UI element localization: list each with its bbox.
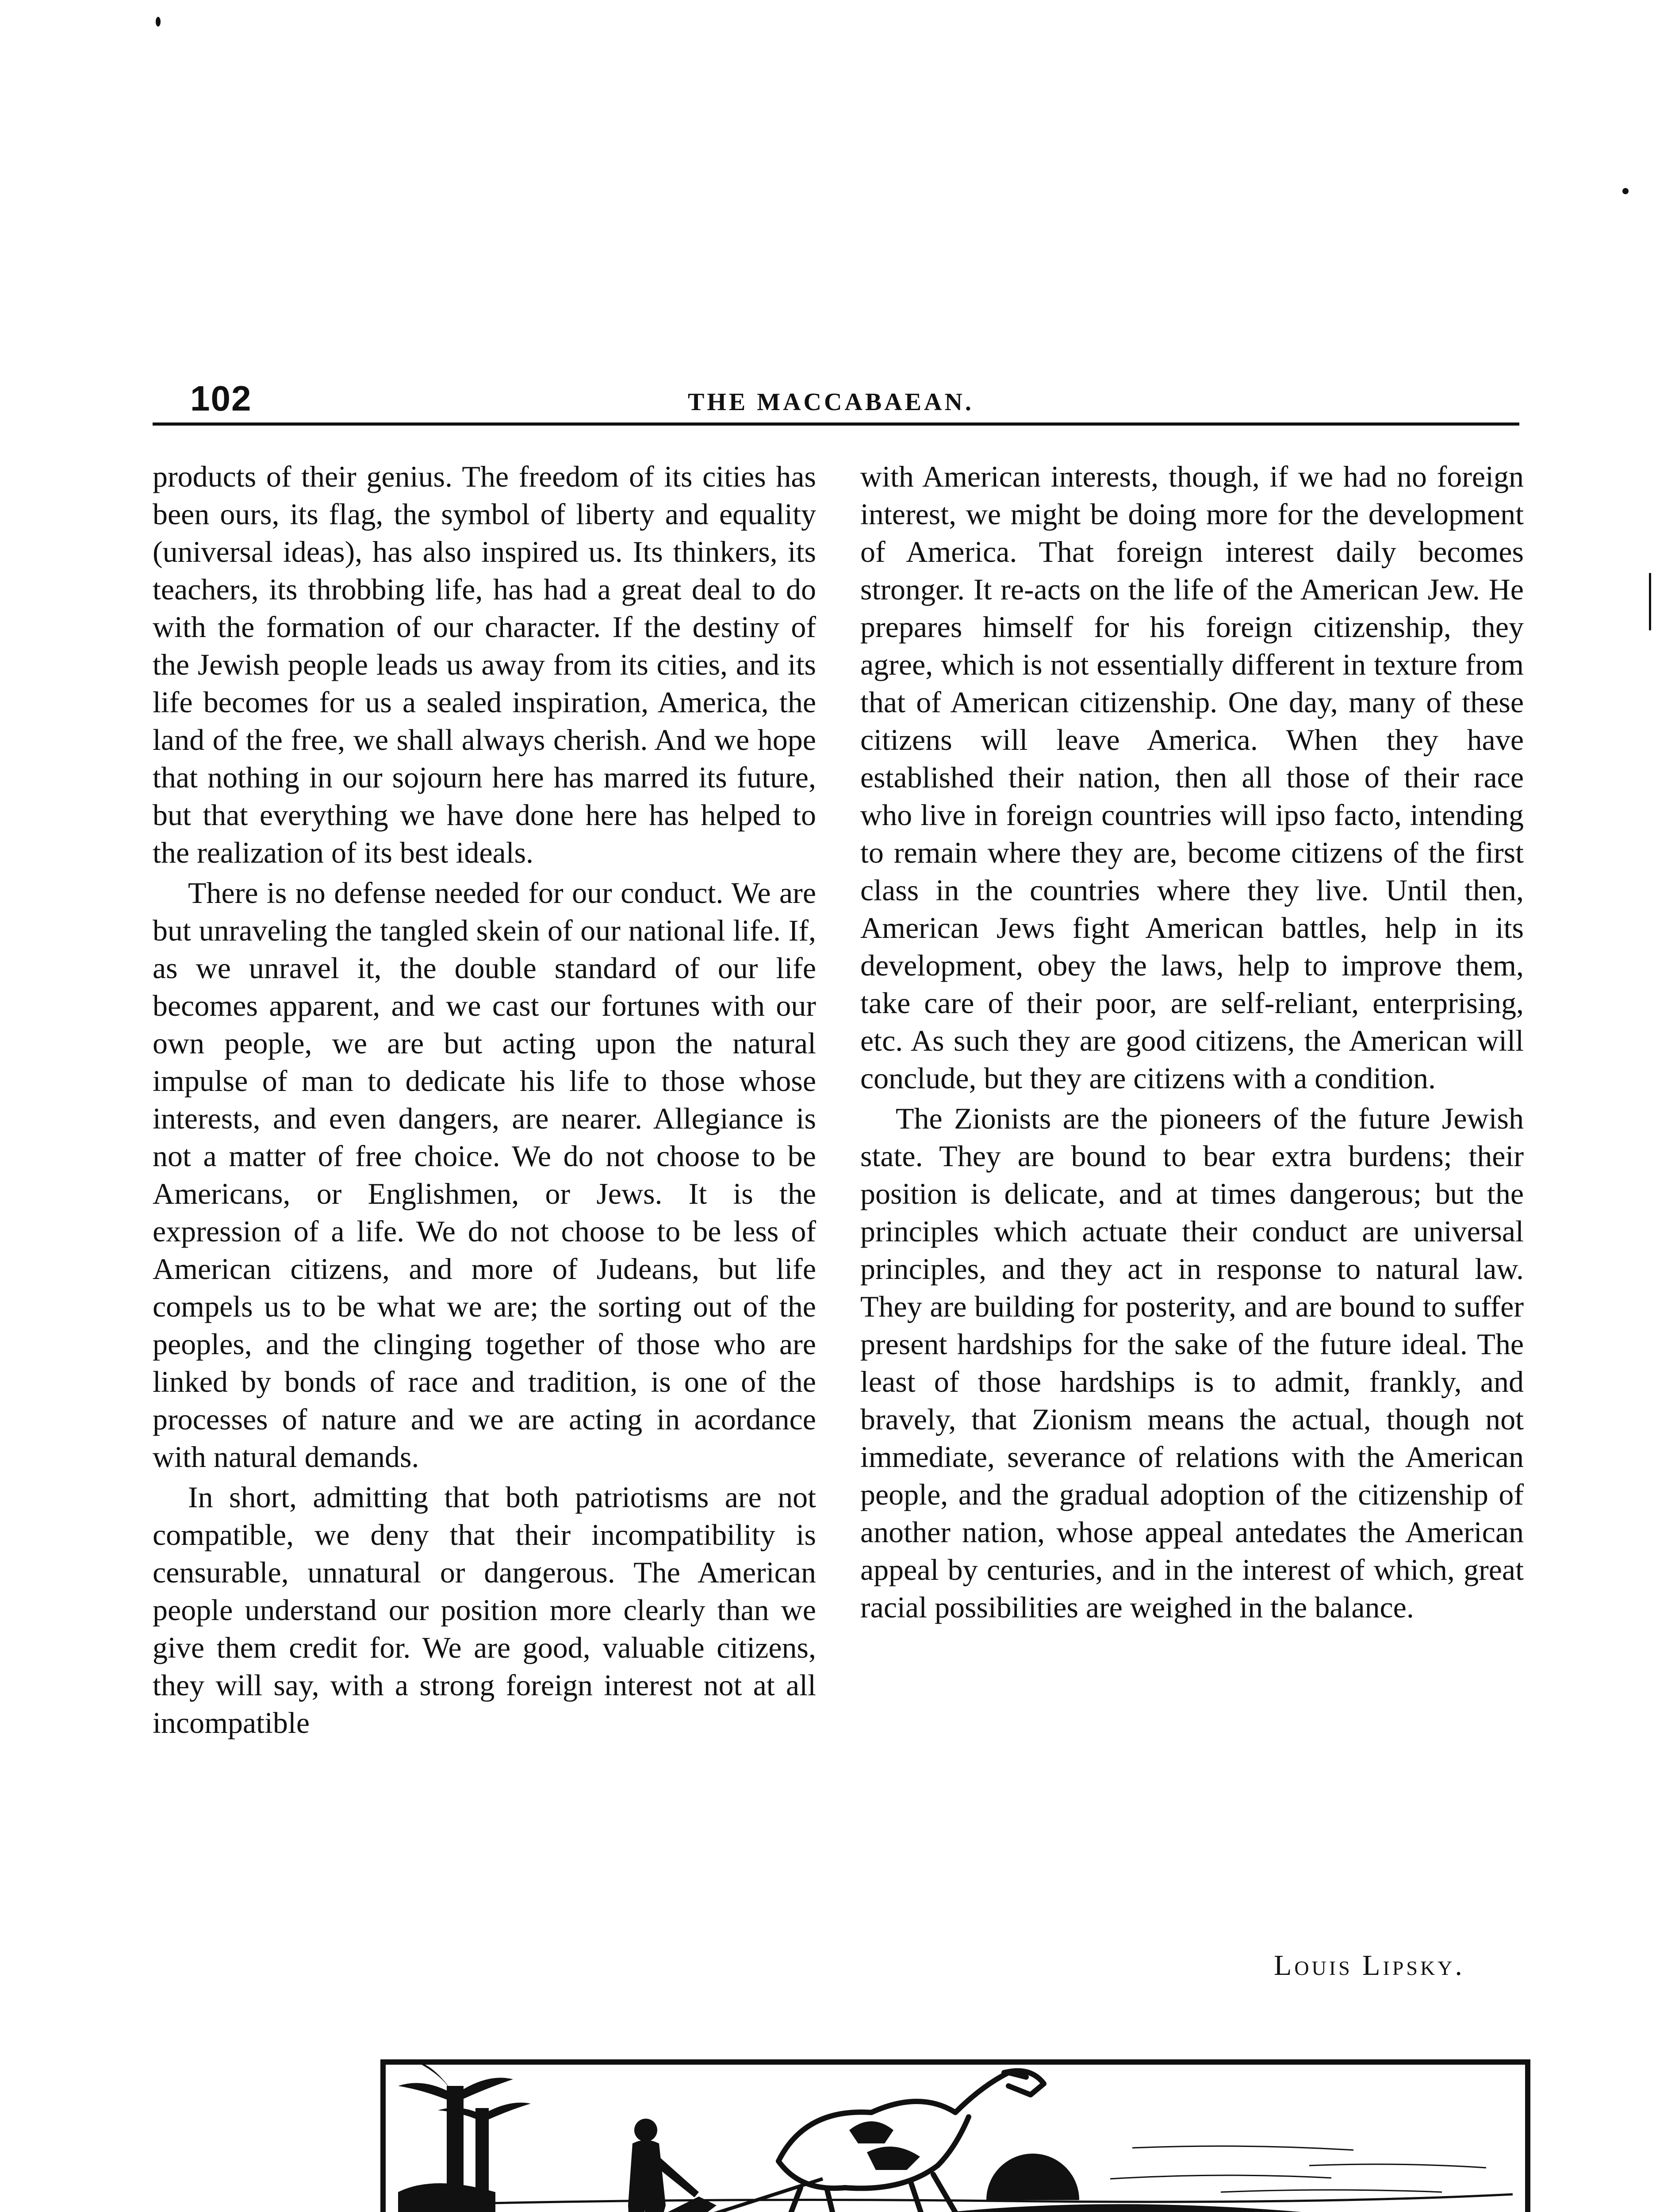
paragraph: In short, admitting that both patriotisms are not compatible, we deny that their incompatibility is censurable, unnatural or dangerous. The American people understand our position more clearly than we give them credit for. We are good, valuable citizens, they will say, with a strong foreign interest not at all incompatible [153, 1480, 816, 1740]
paragraph: There is no defense needed for our conduct. We are but unraveling the tangled skein of our national life. If, as we unravel it, the double standard of our life becomes apparent, and we cast our fortunes with our own people, we are but acting upon the natural impulse of man to dedicate his life to those whose interests, and even dangers, are nearer. Allegiance is not a matter of free choice. We do not choose to be Americans, or Englishmen, or Jews. It is the expression of a life. We do not choose to be less of American citizens, and more of Judeans, but life compels us to be what we are; the sorting out of the peoples, and the clinging together of those who are linked by bonds of race and tradition, is one of the processes of nature and we are acting in acordance with natural demands. [153, 876, 816, 1474]
ploughman-camel-illustration [380, 2059, 1530, 2212]
page-header [153, 378, 1519, 426]
left-column [153, 458, 816, 1742]
ink-speck [1622, 188, 1629, 194]
author-signature: Louis Lipsky. [1274, 1949, 1465, 1982]
paragraph: The Zionists are the pioneers of the future Jewish state. They are bound to bear extra burdens; their position is delicate, and at times dangerous; but the principles which actuate their conduct are universal principles, and they act in response to natural law. They are building for posterity, and are bound to suffer present hardships for the sake of the future ideal. The least of those hardships is to admit, frankly, and bravely, that Zionism means the actual, though not immediate, severance of relations with the American people, and the gradual adoption of the citizenship of another nation, whose appeal antedates the American appeal by centuries, and in the interest of which, great racial possibilities are weighed in the balance. [860, 1102, 1524, 1624]
page-number: 102 [190, 379, 252, 418]
margin-mark [1649, 573, 1651, 630]
running-title: THE MACCABAEAN. [688, 388, 974, 416]
right-column [860, 458, 1524, 1626]
paragraph: products of their genius. The freedom of its cities has been ours, its flag, the symbol of liberty and equality (universal ideas), has also inspired us. Its thinkers, its teachers, its throbbing life, has had a great deal to do with the formation of our character. If the destiny of the Jewish people leads us away from its cities, and its life becomes for us a sealed inspiration, America, the land of the free, we shall always cherish. And we hope that nothing in our sojourn here has marred its future, but that everything we have done here has helped to the realization of its best ideals. [153, 460, 816, 869]
ink-speck [156, 17, 161, 27]
paragraph: with American interests, though, if we had no foreign interest, we might be doing more for the development of America. That foreign interest daily becomes stronger. It re-acts on the life of the American Jew. He prepares himself for his foreign citizenship, they agree, which is not essentially different in texture from that of American citizenship. One day, many of these citizens will leave America. When they have established their nation, then all those of their race who live in foreign countries will ipso facto, intending to remain where they are, become citizens of the first class in the countries where they live. Until then, American Jews fight American battles, help in its development, obey the laws, help to improve them, take care of their poor, are self-reliant, enterprising, etc. As such they are good citizens, the American will conclude, but they are citizens with a condition. [860, 460, 1524, 1095]
